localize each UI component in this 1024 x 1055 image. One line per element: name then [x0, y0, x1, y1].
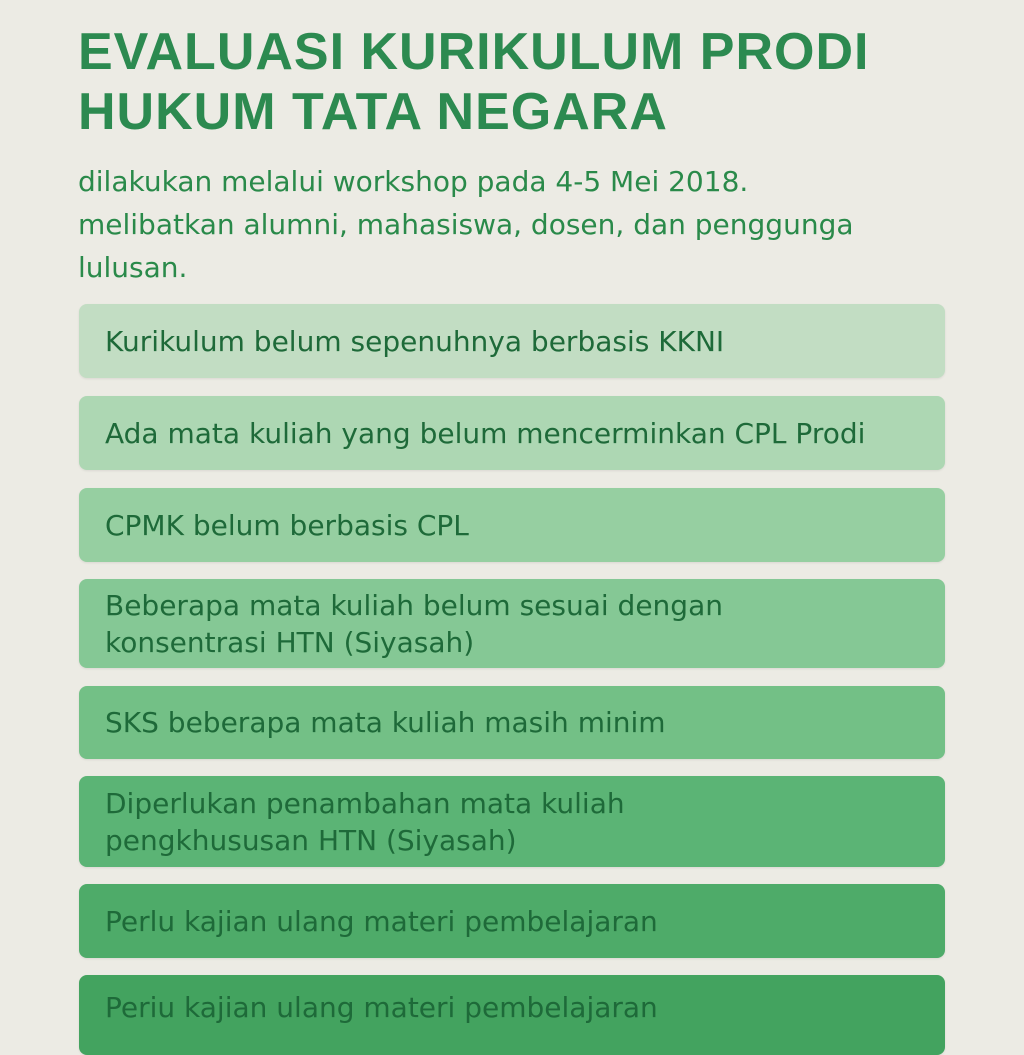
finding-card-6-text-line-2: pengkhususan HTN (Siyasah): [105, 823, 517, 857]
finding-card-7: [79, 884, 945, 958]
finding-card-6: [79, 776, 945, 867]
finding-card-8-text: Periu kajian ulang materi pembelajaran: [105, 991, 658, 1024]
intro-line-3: lulusan.: [78, 251, 188, 284]
intro-line-1: dilakukan melalui workshop pada 4-5 Mei 2018.: [78, 165, 749, 198]
page-title-line-2: HUKUM TATA NEGARA: [78, 83, 668, 141]
finding-card-4: [79, 579, 945, 668]
finding-card-5-text: SKS beberapa mata kuliah masih minim: [105, 706, 666, 739]
finding-card-3-text: CPMK belum berbasis CPL: [105, 508, 469, 542]
finding-card-3: [79, 488, 945, 562]
finding-card-6-text-line-1: Diperlukan penambahan mata kuliah: [105, 786, 625, 820]
finding-card-2-text: Ada mata kuliah yang belum mencerminkan CPL Prodi: [105, 416, 866, 450]
finding-card-4-text-line-1: Beberapa mata kuliah belum sesuai dengan: [105, 588, 723, 622]
page-title-line-1: EVALUASI KURIKULUM PRODI: [78, 23, 870, 81]
finding-card-5: [79, 686, 945, 759]
finding-card-4-text-line-2: konsentrasi HTN (Siyasah): [105, 625, 475, 659]
finding-card-1: [79, 304, 945, 378]
finding-card-8: [79, 975, 945, 1055]
page-title: [78, 22, 978, 142]
finding-card-7-text: Perlu kajian ulang materi pembelajaran: [105, 904, 658, 938]
intro-line-2: melibatkan alumni, mahasiswa, dosen, dan penggunga: [78, 208, 854, 241]
finding-card-2: [79, 396, 945, 470]
intro-text: [78, 160, 978, 289]
finding-card-1-text: Kurikulum belum sepenuhnya berbasis KKNI: [105, 324, 725, 358]
